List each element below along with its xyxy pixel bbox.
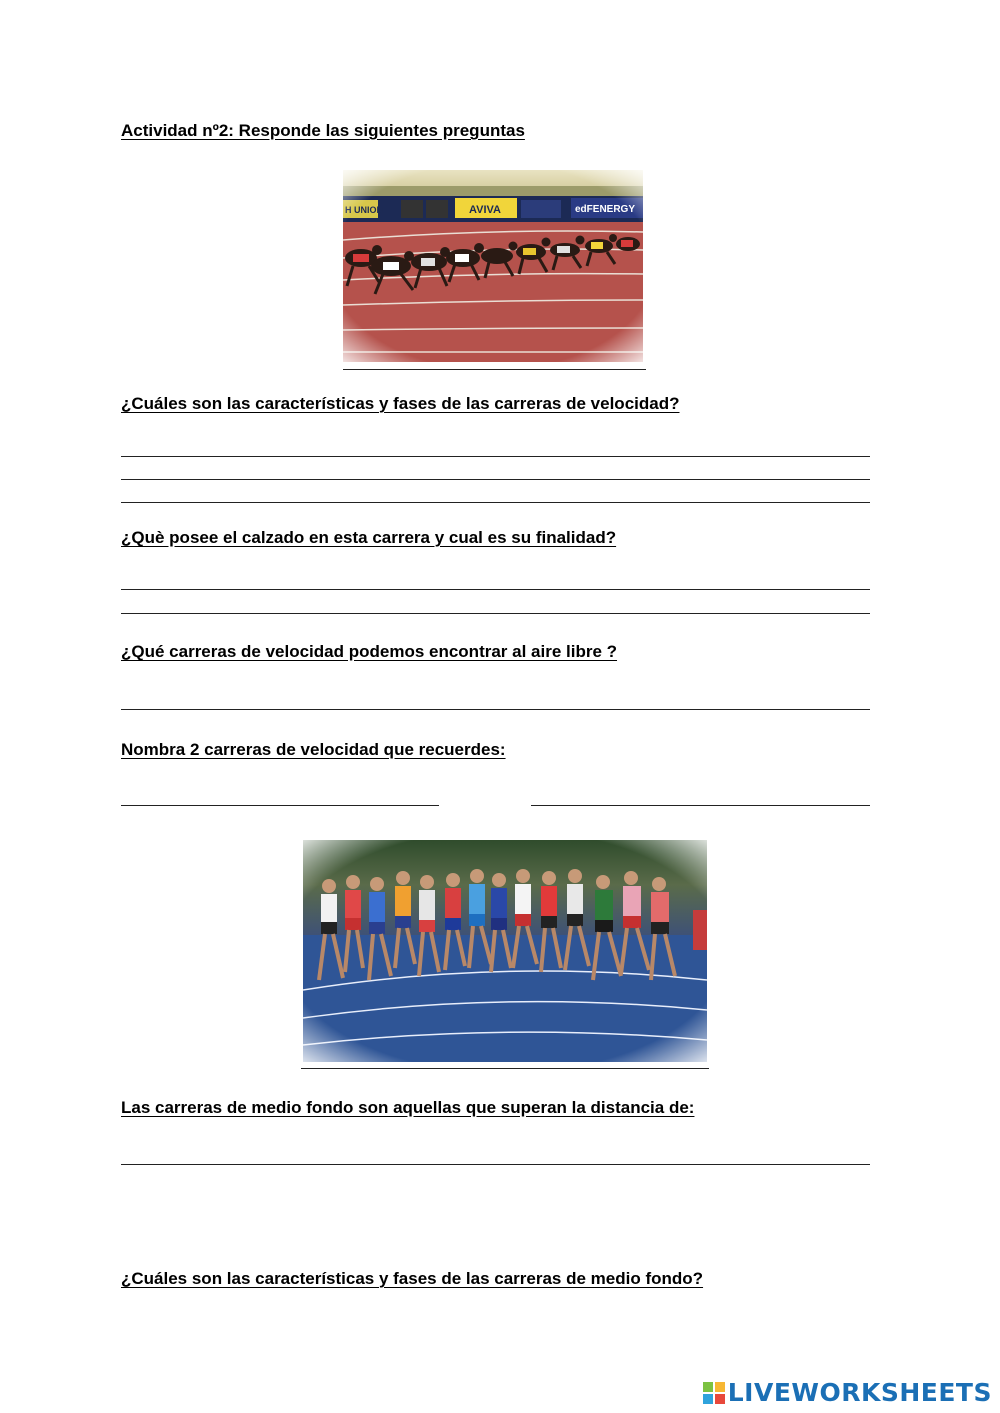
question-sprint-characteristics: ¿Cuáles son las características y fases de las carreras de velocidad? [121, 394, 680, 413]
activity-title: Actividad nº2: Responde las siguientes preguntas [121, 121, 525, 140]
answer-line-q2-1[interactable] [121, 589, 870, 590]
answer-line-q4-right[interactable] [531, 805, 870, 806]
liveworksheets-logo-icon [703, 1382, 725, 1404]
answer-line-q1-1[interactable] [121, 456, 870, 457]
middle-distance-photo [303, 840, 707, 1062]
photo-caption-line [343, 369, 646, 370]
question-footwear: ¿Què posee el calzado en esta carrera y cual es su finalidad? [121, 528, 617, 547]
answer-line-q1-2[interactable] [121, 479, 870, 480]
question-outdoor-sprints: ¿Qué carreras de velocidad podemos encontrar al aire libre ? [121, 642, 618, 661]
brand-name: LIVEWORKSHEETS [727, 1378, 992, 1407]
liveworksheets-logo [703, 1378, 992, 1407]
question-name-two-sprints: Nombra 2 carreras de velocidad que recuerdes: [121, 740, 506, 759]
question-middle-distance-threshold: Las carreras de medio fondo son aquellas que superan la distancia de: [121, 1098, 695, 1117]
answer-line-q5-1[interactable] [121, 1164, 870, 1165]
answer-line-q2-2[interactable] [121, 613, 870, 614]
answer-line-q3-1[interactable] [121, 709, 870, 710]
question-middle-distance-characteristics: ¿Cuáles son las características y fases de las carreras de medio fondo? [121, 1269, 704, 1288]
sprint-start-photo [343, 170, 643, 362]
photo-caption-line-2 [301, 1068, 709, 1069]
answer-line-q1-3[interactable] [121, 502, 870, 503]
answer-line-q4-left[interactable] [121, 805, 439, 806]
